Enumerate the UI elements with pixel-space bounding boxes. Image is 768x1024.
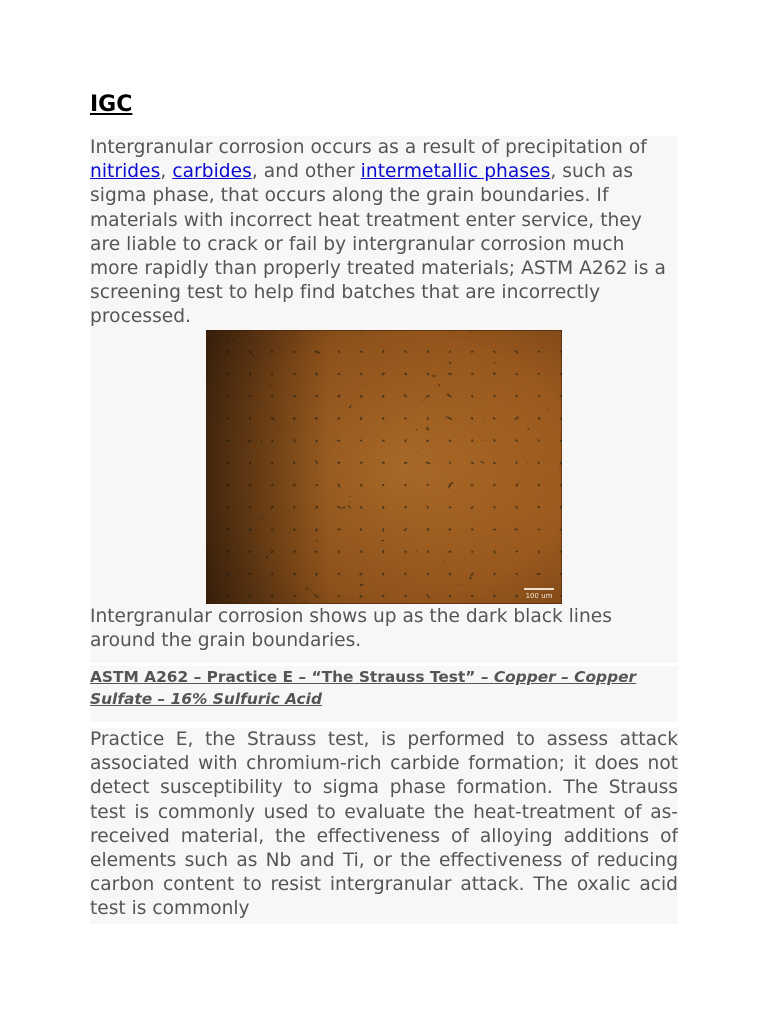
figure-panel	[90, 330, 678, 605]
micrograph-image	[206, 330, 562, 604]
scale-bar-label: 100 um	[525, 592, 553, 600]
strauss-paragraph: Practice E, the Strauss test, is performed to assess attack associated with chromium-rich carbide formation; it does not detect susceptibility to sigma phase formation. The Strauss test is commonly used to evaluate the heat-treatment of as-received material, the effectiveness of alloying additions of elements such as Nb and Ti, or the effectiveness of reducing carbon content to resist intergranular attack. The oxalic acid test is commonly	[90, 728, 678, 924]
intro-text-start: Intergranular corrosion occurs as a result of precipitation of	[90, 137, 647, 158]
intro-text-mid: , and other	[251, 161, 361, 183]
page-title: IGC	[90, 92, 133, 117]
link-nitrides[interactable]: nitrides	[90, 161, 161, 183]
intro-paragraph	[90, 136, 678, 332]
scale-bar-line	[524, 588, 554, 590]
subheading-main: ASTM A262 – Practice E – “The Strauss Test” –	[90, 668, 494, 686]
intro-sep: ,	[160, 161, 173, 183]
section-subheading	[90, 666, 678, 722]
subheading-italic: Copper – Copper Sulfate – 16% Sulfuric Acid	[90, 668, 637, 708]
link-intermetallic-phases[interactable]: intermetallic phases	[360, 161, 551, 183]
intro-text-end: , such as sigma phase, that occurs along the grain boundaries. If materials with incorrect heat treatment enter service, they are liable to crack or fail by intergranular corrosion much more rapidly than properly treated materials; ASTM A262 is a screening test to help find batches that are incorrectly processed.	[90, 161, 666, 328]
link-carbides[interactable]: carbides	[172, 161, 252, 183]
figure-caption: Intergranular corrosion shows up as the dark black lines around the grain boundaries.	[90, 605, 678, 663]
